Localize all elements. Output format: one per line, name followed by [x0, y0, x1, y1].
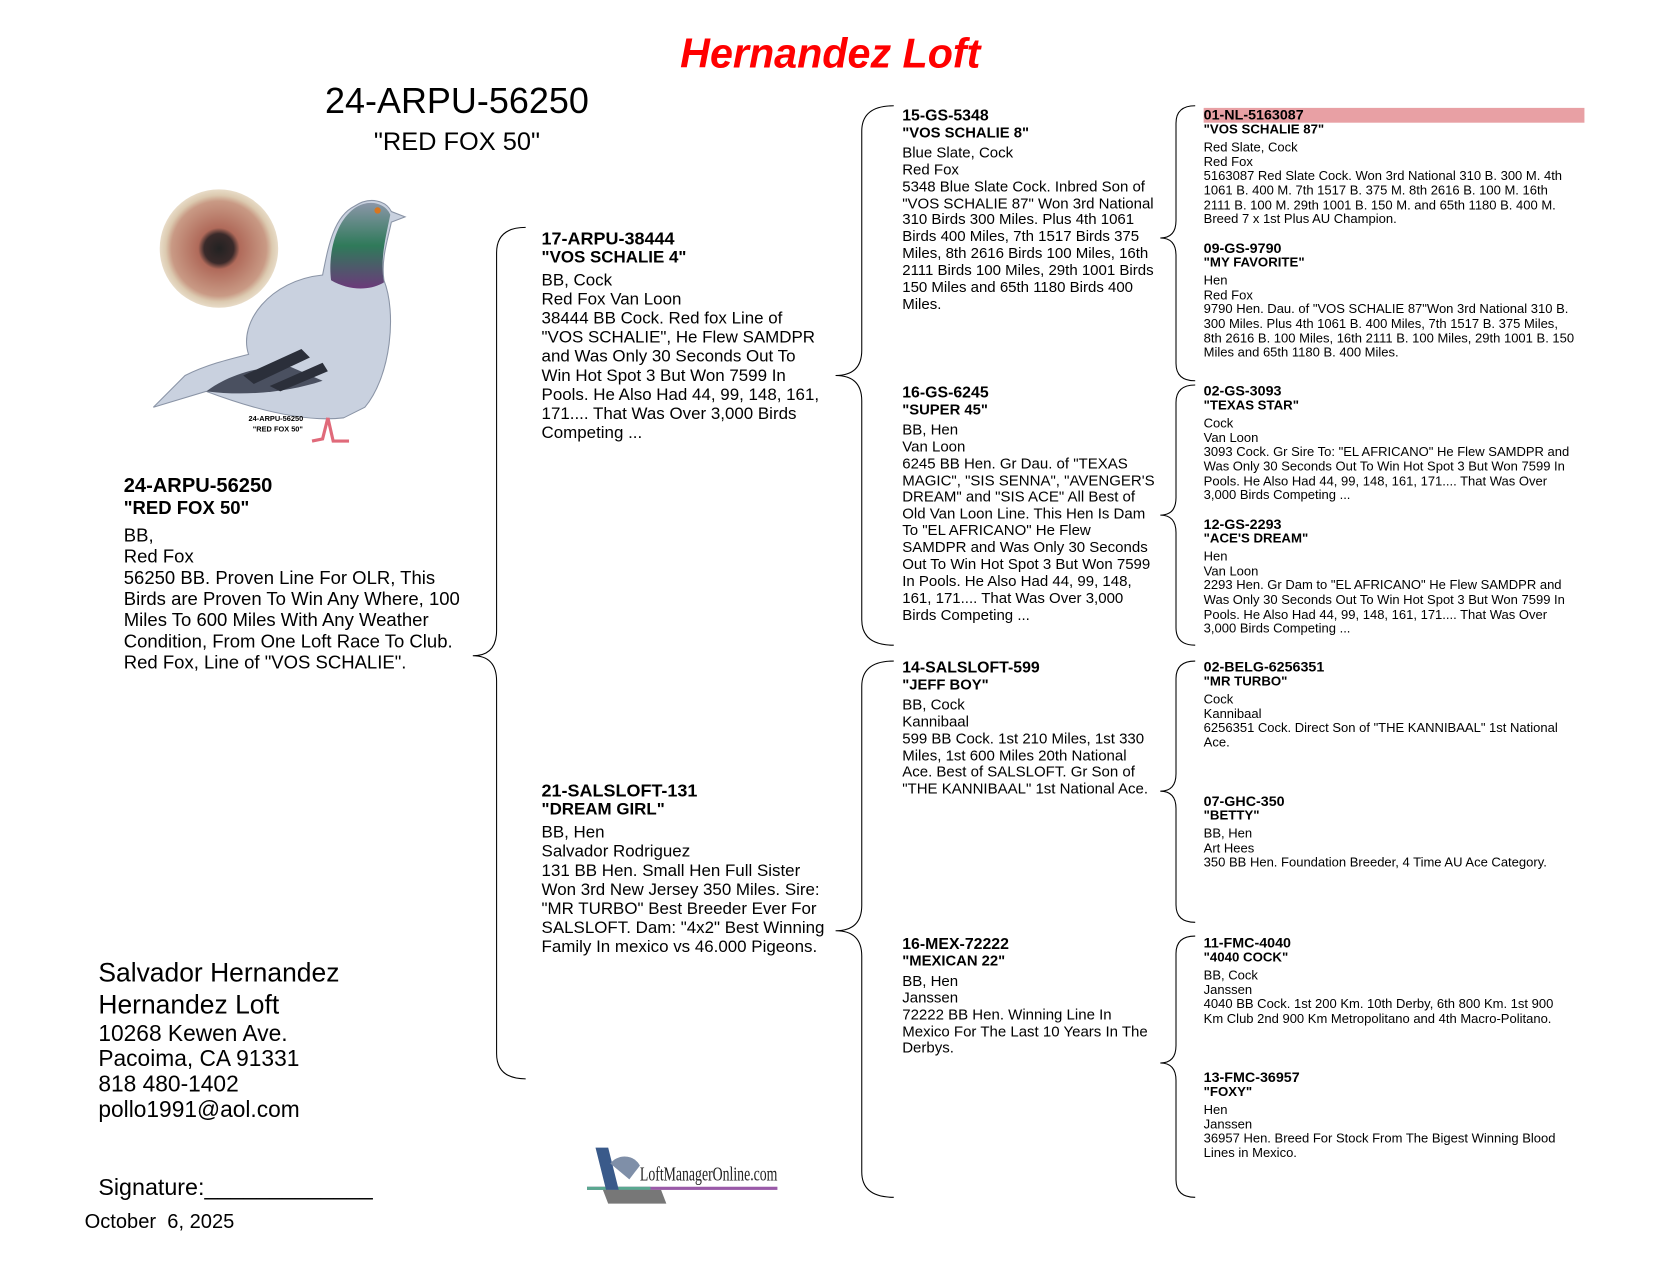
bird-name: "ACE'S DREAM"	[1203, 530, 1309, 546]
pedigree-entry	[1204, 660, 1576, 750]
pedigree-entry	[902, 383, 1159, 625]
pedigree-entry	[902, 108, 1156, 314]
pedigree-entry	[1204, 1070, 1576, 1160]
bird-detail: 4040 BB Cock. 1st 200 Km. 10th Derby, 6th 800 Km. 1st 900 Km Club 2nd 900 Km Metropolitano and 4th Macro-Politano.	[1203, 996, 1557, 1026]
bird-name: "FOXY"	[1203, 1083, 1253, 1099]
bird-detail: Red Fox	[123, 545, 194, 567]
ring-number: 13-FMC-36957	[1203, 1069, 1300, 1086]
bracket-line	[473, 227, 526, 1078]
photo-caption-name: "RED FOX 50"	[252, 424, 303, 434]
signature-line: Signature:_____________	[98, 1174, 373, 1201]
bird-detail: Red Fox	[1203, 154, 1253, 170]
pedigree-entry	[1204, 794, 1576, 870]
ring-number: 24-ARPU-56250	[123, 474, 273, 498]
header-ring-number: 24-ARPU-56250	[324, 81, 589, 122]
bird-name: "VOS SCHALIE 87"	[1203, 121, 1325, 137]
ring-number: 17-ARPU-38444	[541, 228, 675, 249]
ring-number: 01-NL-5163087	[1204, 108, 1585, 122]
bird-detail: Janssen	[902, 989, 959, 1007]
ring-number: 02-GS-3093	[1203, 382, 1282, 399]
bird-detail: BB, Hen	[1203, 826, 1253, 842]
bird-detail: Art Hees	[1203, 840, 1255, 856]
bird-detail: Kannibaal	[902, 713, 969, 731]
bird-detail: 6256351 Cock. Direct Son of "THE KANNIBAAL" 1st National Ace.	[1203, 720, 1561, 750]
ring-number: 14-SALSLOFT-599	[902, 658, 1040, 677]
bird-detail: BB, Cock	[541, 271, 613, 290]
bird-name: "MR TURBO"	[1203, 673, 1288, 689]
bird-name: "TEXAS STAR"	[1203, 397, 1299, 413]
bird-detail: Red Fox	[1203, 287, 1253, 303]
bird-name: "BETTY"	[1203, 807, 1260, 823]
loft-title: Hernandez Loft	[680, 31, 981, 78]
bird-detail: Janssen	[1203, 982, 1253, 998]
bird-detail: Van Loon	[1203, 430, 1259, 446]
bird-detail: 131 BB Hen. Small Hen Full Sister Won 3rd New Jersey 350 Miles. Sire: "MR TURBO" Best Breeder Ever For SALSLOFT. Dam: "4x2" Best Winning Family In mexico vs 46.000 Pigeons.	[541, 862, 830, 957]
bird-detail: 9790 Hen. Dau. of "VOS SCHALIE 87"Won 3rd National 310 B. 300 Miles. Plus 4th 1061 B. 400 Miles, 7th 1517 B. 375 Miles, 8th 2616 B. 100 Miles, 16th 2111 B. 100 Miles, 29th 1001 B. 150 Miles and 65th 1180 B. 400 Miles.	[1203, 301, 1578, 360]
ring-number: 15-GS-5348	[902, 106, 989, 125]
bracket-line	[1160, 661, 1195, 922]
pedigree-entry	[542, 782, 828, 958]
pedigree-entry	[1204, 517, 1576, 636]
pedigree-entry	[902, 936, 1156, 1058]
breeder-phone: 818 480-1402	[98, 1071, 239, 1097]
breeder-email: pollo1991@aol.com	[98, 1096, 300, 1123]
bird-name: "4040 COCK"	[1203, 949, 1289, 965]
ring-number: 12-GS-2293	[1203, 516, 1282, 533]
bird-detail: BB, Hen	[902, 972, 959, 990]
bird-detail: Hen	[1203, 1102, 1228, 1118]
bird-name: "MEXICAN 22"	[902, 951, 1006, 969]
pedigree-entry	[1204, 241, 1576, 360]
ring-number: 21-SALSLOFT-131	[541, 780, 698, 801]
bird-detail: 6245 BB Hen. Gr Dau. of "TEXAS MAGIC", "SIS SENNA", "AVENGER'S DREAM" and "SIS ACE" All Best of Old Van Loon Line. This Hen Is Dam To "EL AFRICANO" He Flew SAMDPR and Was Only 30 Seconds Out To Win Hot Spot 3 But Won 7599 In Pools. He Also Had 44, 99, 148, 161, 171.... That Was Over 3,000 Birds Competing ...	[902, 455, 1159, 624]
ring-number: 09-GS-9790	[1203, 240, 1282, 256]
print-date: October 6, 2025	[84, 1211, 235, 1234]
logo-text: LoftManagerOnline.com	[639, 1163, 778, 1186]
bird-detail: BB, Cock	[1203, 967, 1258, 983]
bird-detail: Van Loon	[902, 438, 966, 456]
bird-name: "DREAM GIRL"	[541, 800, 665, 819]
photo-caption-ring: 24-ARPU-56250	[248, 413, 304, 423]
pedigree-entry	[1204, 384, 1576, 503]
pedigree-entry	[1204, 108, 1576, 227]
bird-detail: 350 BB Hen. Foundation Breeder, 4 Time AU Ace Category.	[1203, 855, 1547, 870]
ring-number: 16-GS-6245	[902, 383, 989, 402]
bird-detail: 5348 Blue Slate Cock. Inbred Son of "VOS SCHALIE 87" Won 3rd National 310 Birds 300 Miles. Plus 4th 1061 Birds 400 Miles, 7th 1517 Birds 375 Miles, 8th 2616 Birds 100 Miles, 16th 2111 Birds 100 Miles, 29th 1001 Birds 150 Miles and 65th 1180 Birds 400 Miles.	[902, 178, 1158, 314]
bird-detail: Hen	[1203, 273, 1228, 288]
bird-detail: BB, Cock	[902, 696, 965, 714]
bird-detail: Salvador Rodriguez	[541, 842, 691, 861]
bird-detail: Red Slate, Cock	[1203, 139, 1298, 155]
breeder-city: Pacoima, CA 91331	[98, 1046, 300, 1072]
bird-detail: 56250 BB. Proven Line For OLR, This Birds are Proven To Win Any Where, 100 Miles To 600 Miles With Any Weather Condition, From One Loft Race To Club. Red Fox, Line of "VOS SCHALIE".	[123, 566, 465, 673]
header-bird-name: "RED FOX 50"	[373, 127, 540, 157]
bracket-line	[836, 661, 894, 1197]
bird-detail: 5163087 Red Slate Cock. Won 3rd National 310 B. 300 M. 4th 1061 B. 400 M. 7th 1517 B. 375 M. 8th 2616 B. 100 M. 16th 2111 B. 100 M. 29th 1001 B. 150 M. and 65th 1180 B. 400 M. Breed 7 x 1st Plus AU Champion.	[1203, 168, 1566, 227]
bird-detail: Cock	[1203, 691, 1234, 707]
bird-detail: Van Loon	[1203, 563, 1259, 579]
breeder-address: 10268 Kewen Ave.	[98, 1020, 288, 1047]
bird-name: "JEFF BOY"	[902, 675, 989, 693]
bird-detail: BB, Hen	[902, 421, 959, 439]
bird-detail: 36957 Hen. Breed For Stock From The Bigest Winning Blood Lines in Mexico.	[1203, 1131, 1560, 1161]
bird-detail: Janssen	[1203, 1116, 1253, 1132]
pedigree-entry	[542, 230, 828, 444]
bird-detail: 2293 Hen. Gr Dam to "EL AFRICANO" He Flew SAMDPR and Was Only 30 Seconds Out To Win Hot Spot 3 But Won 7599 In Pools. He Also Had 44, 99, 148, 161, 171.... That Was Over 3,000 Birds Competing ...	[1203, 577, 1569, 636]
bird-detail: BB,	[123, 524, 154, 546]
bracket-line	[1160, 106, 1195, 381]
breeder-loft: Hernandez Loft	[98, 990, 280, 1020]
ring-number: 02-BELG-6256351	[1203, 658, 1325, 675]
bracket-line	[836, 106, 894, 645]
ring-number: 07-GHC-350	[1203, 793, 1285, 810]
breeder-contact	[98, 957, 339, 1122]
bird-detail: 72222 BB Hen. Winning Line In Mexico For The Last 10 Years In The Derbys.	[902, 1006, 1152, 1058]
bird-detail: 599 BB Cock. 1st 210 Miles, 1st 330 Miles, 1st 600 Miles 20th National Ace. Best of SALSLOFT. Gr Son of "THE KANNIBAAL" 1st National Ace.	[902, 730, 1149, 798]
ring-number: 11-FMC-4040	[1203, 935, 1291, 951]
subject-bird	[124, 476, 473, 673]
bracket-line	[1160, 385, 1195, 645]
ring-number: 16-MEX-72222	[902, 935, 1009, 953]
bird-name: "SUPER 45"	[902, 400, 988, 418]
pedigree-entry	[1204, 936, 1576, 1026]
bird-detail: 3093 Cock. Gr Sire To: "EL AFRICANO" He Flew SAMDPR and Was Only 30 Seconds Out To Win Hot Spot 3 But Won 7599 In Pools. He Also Had 44, 99, 148, 161, 171.... That Was Over 3,000 Birds Competing ...	[1203, 444, 1573, 503]
bird-name: "RED FOX 50"	[123, 497, 250, 519]
bird-name: "VOS SCHALIE 8"	[902, 123, 1029, 141]
bird-detail: Cock	[1203, 415, 1234, 431]
breeder-name: Salvador Hernandez	[98, 958, 340, 988]
loftmanager-logo	[587, 1142, 783, 1208]
bird-detail: Red Fox	[902, 161, 959, 179]
bird-detail: Red Fox Van Loon	[541, 290, 682, 309]
bracket-line	[1160, 936, 1195, 1197]
pedigree-entry	[902, 660, 1156, 799]
bird-detail: 38444 BB Cock. Red fox Line of "VOS SCHALIE", He Flew SAMDPR and Was Only 30 Seconds Out To Win Hot Spot 3 But Won 7599 In Pools. He Also Had 44, 99, 148, 161, 171.... That Was Over 3,000 Birds Competing ...	[541, 309, 824, 443]
bird-detail: Kannibaal	[1203, 706, 1262, 722]
bird-detail: Hen	[1203, 549, 1228, 564]
bird-name: "VOS SCHALIE 4"	[541, 248, 687, 267]
bird-detail: Blue Slate, Cock	[902, 144, 1014, 162]
bird-detail: BB, Hen	[541, 823, 605, 842]
bird-name: "MY FAVORITE"	[1203, 254, 1305, 270]
